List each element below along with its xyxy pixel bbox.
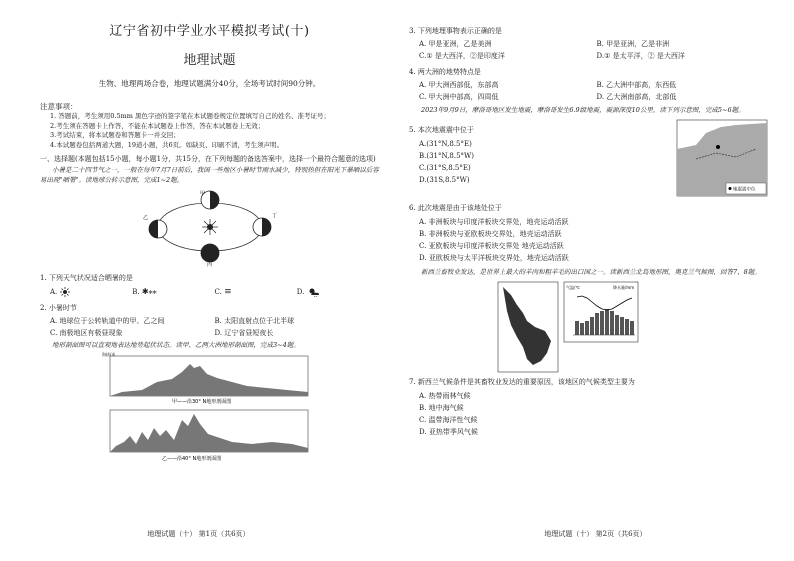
question-4-options: [409, 80, 774, 102]
sun-cloud-rain-icon: [307, 287, 321, 297]
question-7-options: [409, 390, 774, 438]
exam-subtitle: 地理试题: [183, 53, 236, 68]
q1-option-b[interactable]: B. ✱⁎⁎: [132, 287, 157, 296]
q2-option-d[interactable]: D. 辽宁省昼短夜长: [214, 329, 274, 337]
climate-precip-label: 降水量/mm: [613, 285, 635, 290]
q6-option-d[interactable]: D. 亚欧板块与太平洋板块交界处，地壳运动活跃: [419, 254, 569, 262]
question-3: 3. 下列地理事物表示正确的是: [409, 27, 502, 35]
q6-option-b[interactable]: B. 非洲板块与亚欧板块交界处，地壳运动活跃: [419, 230, 562, 238]
question-5-options: [409, 138, 676, 186]
q5-option-c[interactable]: C.(31°S,8.5°E): [419, 164, 471, 172]
q5-option-b[interactable]: B.(31°N,8.5°W): [419, 152, 474, 160]
q4-option-a[interactable]: A. 甲大洲西部低，东部高: [419, 81, 499, 89]
morocco-map: [676, 119, 768, 197]
q6-option-a[interactable]: A. 非洲板块与印度洋板块交界处，地壳运动活跃: [419, 218, 569, 226]
earth-right: [253, 218, 271, 236]
notice-1: 1. 答题前，考生须用0.5mm 黑色字迹的签字笔在本试题卷规定位置填写自己的姓名、准考证号；: [50, 112, 330, 120]
page-2: [397, 0, 794, 561]
auckland-climate-chart: [563, 281, 639, 343]
profile-1-axis-label: 海拔/米: [102, 352, 116, 357]
question-2: 2. 小暑时节: [40, 304, 77, 312]
question-6: 6. 此次地震是由于该地处位于: [409, 204, 502, 212]
notice-2: 2.考生须在答题卡上作答，不能在本试题卷上作答，答在本试题卷上无效；: [50, 121, 265, 130]
q4-option-b[interactable]: B. 乙大洲中部高，东西低: [596, 81, 677, 89]
q7-option-c[interactable]: C. 温带海洋性气候: [419, 416, 478, 424]
q2-option-b[interactable]: B. 太阳直射点位于北半球: [214, 317, 295, 325]
notice-4: 4.本试题卷包括两道大题，19道小题，共6页。如缺页、印刷不清，考生须声明。: [50, 140, 284, 149]
q5-option-d[interactable]: D.(31S,8.5°W): [419, 176, 470, 184]
question-3-options: [409, 39, 774, 61]
notice-label: 注意事项：: [40, 102, 78, 111]
question-5: 5. 本次地震震中位于: [409, 126, 474, 134]
question-7: 7. 新西兰气候条件是其畜牧业发达的重要原因，该地区的气候类型主要为: [409, 378, 635, 386]
profile-2-terrain: [110, 414, 308, 452]
q3-option-b[interactable]: B. 甲是亚洲，乙是非洲: [596, 40, 670, 48]
profile-2-caption: 乙——沿40° N地形剖面图: [162, 456, 222, 462]
passage-1: 小暑是二十四节气之一，一般在每年7月7日前后，我国一些地区小暑时节雨水减少，特别热但在阳光下暴晒以后容易出现"晒署"。读地球公转示意图，完成1~2题。: [40, 166, 379, 184]
question-4: 4. 两大洲的地势特点是: [409, 68, 481, 76]
orbit-label-bing: 丙: [207, 262, 213, 267]
q5-option-a[interactable]: A.(31°N,8.5°E): [419, 140, 472, 148]
section-1-heading: 一、选择题(本题包括15小题，每小题1分，共15分，在下列每题的备选答案中，选择一个最符合题意的选项): [40, 155, 376, 163]
q7-option-a[interactable]: A. 热带雨林气候: [419, 392, 471, 400]
earth-bottom: [201, 244, 219, 262]
exam-title: 辽宁省初中学业水平模拟考试(十): [109, 24, 310, 39]
q2-option-c[interactable]: C. 南极地区有极昼现象: [50, 329, 123, 337]
q7-option-b[interactable]: B. 地中海气候: [419, 404, 464, 412]
q2-option-a[interactable]: A. 地球位于公转轨道中的甲、乙之间: [50, 317, 165, 325]
north-island-map: [497, 281, 559, 373]
q3-option-c[interactable]: C.① 是大西洋，②是印度洋: [419, 52, 505, 60]
question-1-options: [40, 287, 379, 297]
profile-1-caption: 甲——沿30° N地形剖面图: [172, 399, 232, 404]
epicenter-marker: [716, 145, 720, 149]
q6-option-c[interactable]: C. 亚欧板块与印度洋板块交界处 地壳运动活跃: [419, 242, 564, 250]
exam-info: 生物、地理两场合卷，地理试题满分40分，全场考试时间90分钟。: [98, 79, 321, 88]
profile-30n-chart: [102, 352, 312, 404]
q7-option-d[interactable]: D. 亚热带季风气候: [419, 428, 478, 436]
q4-option-c[interactable]: C. 甲大洲中部高，四周低: [419, 93, 499, 101]
passage-4: 新西兰畜牧业发达，是世界上最大的羊肉和粗羊毛的出口国之一。读新西兰北岛地形图，奥克兰气候图，回答7、8题。: [421, 268, 761, 276]
page-1-footer: 地理试题（十） 第1页（共6页）: [147, 530, 250, 538]
q1-option-a[interactable]: A.: [50, 287, 132, 297]
notice-3: 3.考试结束，将本试题卷和答题卡一并交回；: [50, 131, 180, 139]
sun-icon: [60, 287, 70, 297]
question-1: 1. 下列天气状况适合晒暑的是: [40, 274, 133, 282]
passage-2: 地形剖面图可以直观地表达地势起伏状态。读甲、乙两大洲地形剖面图，完成3~4题。: [52, 341, 300, 349]
sun-symbol: [202, 219, 218, 235]
orbit-label-yi: 乙: [143, 215, 149, 221]
climate-temp-label: 气温/℃: [566, 285, 580, 290]
passage-3: 2023年9月9日，摩洛哥地区发生地震，摩洛哥发生6.9级地震，震源深度10公里。读下列示意图，完成5~6题。: [421, 106, 745, 114]
orbit-label-ding: 丁: [272, 213, 278, 219]
earth-orbit-diagram: [140, 187, 280, 267]
q1-option-d[interactable]: D.: [297, 287, 379, 297]
q1-option-c[interactable]: C. ≡: [214, 287, 232, 297]
q4-option-d[interactable]: D. 乙大洲南部高，北部低: [596, 93, 677, 101]
q3-option-a[interactable]: A. 甲是亚洲，乙是美洲: [419, 40, 492, 48]
snow-icon: ✱⁎⁎: [141, 287, 157, 296]
question-6-options: [409, 216, 774, 264]
question-2-options: [40, 316, 379, 338]
fog-icon: ≡: [224, 287, 232, 297]
profile-40n-chart: [102, 406, 312, 462]
q3-option-d[interactable]: D.① 是太平洋，② 是大西洋: [596, 52, 685, 60]
orbit-label-jia: 甲: [200, 191, 206, 197]
profile-1-terrain: [110, 364, 308, 396]
map-legend-text: 地震震中位: [733, 187, 756, 193]
page-2-footer: 地理试题（十） 第2页（共6页）: [544, 530, 647, 538]
earth-left: [149, 220, 167, 238]
